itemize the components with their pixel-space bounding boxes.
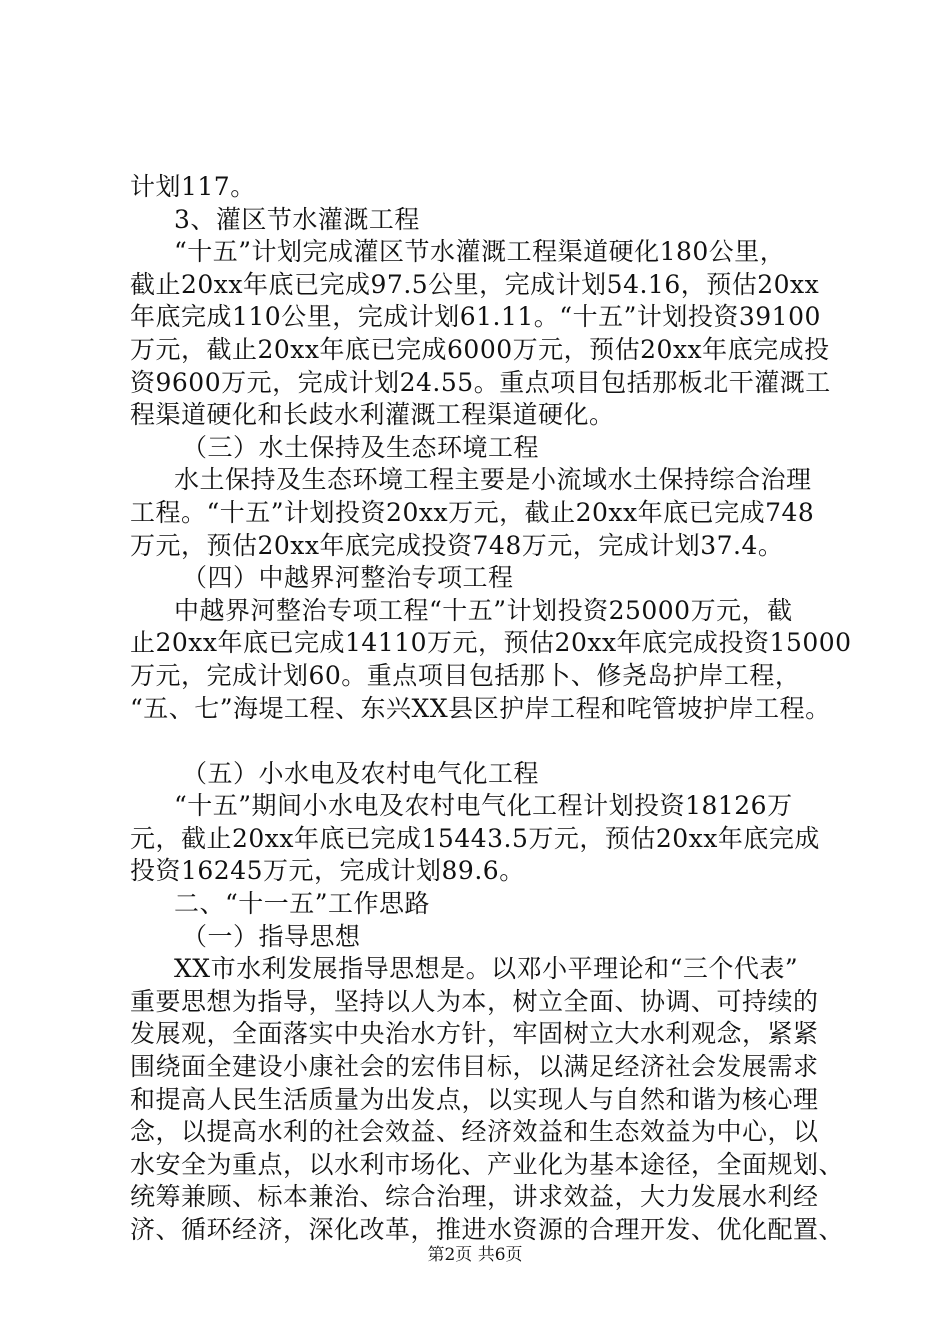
text-line: 围绕面全建设小康社会的宏伟目标，以满足经济社会发展需求: [130, 1052, 819, 1082]
text-line: 水土保持及生态环境工程主要是小流域水土保持综合治理: [174, 465, 812, 495]
text-line: 万元，截止20xx年底已完成6000万元，预估20xx年底完成投: [130, 334, 830, 364]
text-line: 截止20xx年底已完成97.5公里，完成计划54.16，预估20xx: [130, 269, 820, 299]
text-line: “十五”期间小水电及农村电气化工程计划投资18126万: [174, 791, 793, 821]
text-line: 和提高人民生活质量为出发点，以实现人与自然和谐为核心理: [130, 1084, 819, 1114]
section-heading: （一）指导思想: [182, 921, 361, 951]
text-line: 止20xx年底已完成14110万元，预估20xx年底完成投资15000: [130, 628, 852, 658]
section-heading: （四）中越界河整治专项工程: [182, 563, 514, 593]
text-line: 重要思想为指导，坚持以人为本，树立全面、协调、可持续的: [130, 986, 819, 1016]
section-heading: 3、灌区节水灌溉工程: [174, 204, 420, 234]
text-line: 中越界河整治专项工程“十五”计划投资25000万元，截: [174, 595, 793, 625]
text-line: 万元，完成计划60。重点项目包括那卜、修尧岛护岸工程，: [130, 660, 801, 690]
text-line: 资9600万元，完成计划24.55。重点项目包括那板北干灌溉工: [130, 367, 831, 397]
text-line: 念，以提高水利的社会效益、经济效益和生态效益为中心，以: [130, 1117, 819, 1147]
text-line: 统筹兼顾、标本兼治、综合治理，讲求效益，大力发展水利经: [130, 1182, 819, 1212]
text-line: “五、七”海堤工程、东兴XX县区护岸工程和咤管坡护岸工程。: [130, 693, 831, 723]
text-line: 水安全为重点，以水利市场化、产业化为基本途径，全面规划、: [130, 1149, 845, 1179]
page-number-label: 第2页 共6页: [427, 1245, 523, 1265]
page-footer: [0, 1245, 950, 1265]
blank-line: [130, 725, 852, 758]
text-line: 年底完成110公里，完成计划61.11。“十五”计划投资39100: [130, 302, 821, 332]
text-line: 元，截止20xx年底已完成15443.5万元，预估20xx年底完成: [130, 823, 820, 853]
document-body: [130, 171, 852, 1247]
text-line: 计划117。: [130, 172, 256, 201]
text-line: 程渠道硬化和长歧水利灌溉工程渠道硬化。: [130, 400, 615, 430]
text-line: XX市水利发展指导思想是。以邓小平理论和“三个代表”: [174, 954, 799, 984]
text-line: 万元，预估20xx年底完成投资748万元，完成计划37.4。: [130, 530, 784, 560]
text-line: “十五”计划完成灌区节水灌溉工程渠道硬化180公里，: [174, 237, 786, 267]
section-heading: 二、“十一五”工作思路: [174, 889, 431, 919]
text-line: 投资16245万元，完成计划89.6。: [130, 856, 525, 886]
section-heading: （三）水土保持及生态环境工程: [182, 432, 540, 462]
text-line: 济、循环经济，深化改革，推进水资源的合理开发、优化配置、: [130, 1215, 845, 1244]
text-line: 工程。“十五”计划投资20xx万元，截止20xx年底已完成748: [130, 497, 815, 527]
section-heading: （五）小水电及农村电气化工程: [182, 758, 540, 788]
text-line: 发展观，全面落实中央治水方针，牢固树立大水利观念，紧紧: [130, 1019, 819, 1049]
